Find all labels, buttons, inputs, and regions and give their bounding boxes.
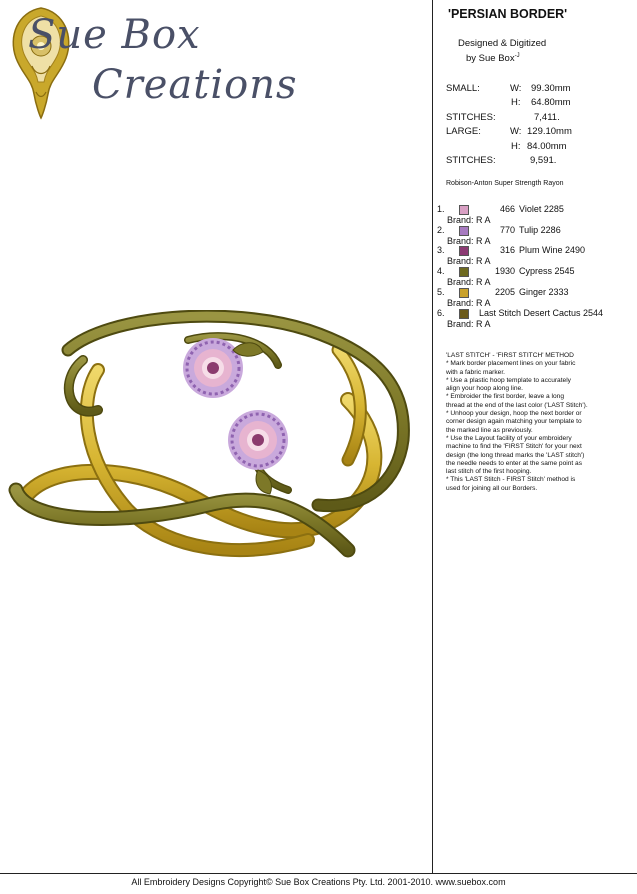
color-brand: Brand: R A (447, 319, 491, 329)
instruction-line: * Mark border placement lines on your fabric (446, 360, 576, 368)
color-number: 1. (437, 204, 445, 214)
color-swatch (459, 309, 469, 319)
instruction-line: corner design again matching your template to (446, 418, 582, 426)
instruction-line: the marked line as previously. (446, 426, 533, 434)
instruction-line: design (the long thread marks the 'LAST stitch') (446, 451, 585, 459)
instructions (446, 352, 628, 493)
color-name: Last Stitch Desert Cactus 2544 (479, 308, 604, 318)
color-swatch (459, 288, 469, 298)
large-label: LARGE: (446, 126, 481, 137)
instruction-line: used for joining all our Borders. (446, 484, 538, 492)
large-height-value: 84.00mm (527, 141, 567, 152)
small-height-value: 64.80mm (531, 97, 571, 108)
color-swatch (459, 246, 469, 256)
color-swatch (459, 226, 469, 236)
instruction-line: machine to find the 'FIRST Stitch' for your next (446, 443, 582, 451)
color-number: 4. (437, 266, 445, 276)
instruction-line: thread at the end of the last color ('LAST Stitch'). (446, 401, 588, 409)
color-brand: Brand: R A (447, 215, 491, 225)
color-row (437, 266, 632, 287)
color-brand: Brand: R A (447, 256, 491, 266)
color-row (437, 287, 632, 308)
column-divider (432, 0, 433, 873)
color-number: 3. (437, 245, 445, 255)
logo (0, 0, 298, 120)
large-width-label: W: (510, 126, 522, 137)
color-brand: Brand: R A (447, 298, 491, 308)
color-swatch (459, 205, 469, 215)
color-name: Tulip 2286 (519, 225, 561, 235)
color-code: 466 (499, 204, 515, 214)
color-number: 5. (437, 287, 445, 297)
designer-mark: -J (514, 53, 520, 59)
color-swatch (459, 267, 469, 277)
color-code: 770 (499, 225, 515, 235)
color-code: 2205 (494, 287, 515, 297)
instruction-line: * Use the Layout facility of your embroidery (446, 434, 572, 442)
logo-text-line1: Sue Box (28, 12, 201, 58)
color-code: 316 (499, 245, 515, 255)
color-brand: Brand: R A (447, 236, 491, 246)
instruction-line: align your hoop along line. (446, 385, 523, 393)
small-width-value: 99.30mm (531, 83, 571, 94)
designed-by-label: Designed & Digitized (458, 38, 547, 49)
color-number: 6. (437, 308, 445, 318)
embroidery-design-illustration (8, 310, 418, 575)
instruction-line: * This 'LAST Stitch - FIRST Stitch' method is (446, 476, 576, 484)
design-title: 'PERSIAN BORDER' (448, 7, 568, 21)
color-name: Ginger 2333 (519, 287, 569, 297)
designer-name: by Sue Box$^{-J}$ (466, 53, 520, 65)
copyright-footer: All Embroidery Designs Copyright© Sue Box Creations Pty. Ltd. 2001-2010. www.suebox.com (131, 877, 506, 887)
color-brand: Brand: R A (447, 277, 491, 287)
color-number: 2. (437, 225, 445, 235)
instruction-line: last stitch of the first hooping. (446, 468, 532, 476)
footer-divider (0, 873, 637, 874)
instructions-heading: 'LAST STITCH' - 'FIRST STITCH' METHOD (446, 352, 574, 359)
instruction-line: * Embroider the first border, leave a long (446, 393, 565, 401)
large-height-label: H: (511, 141, 521, 152)
color-row (437, 308, 632, 329)
small-height-label: H: (511, 97, 521, 108)
large-stitches-value: 9,591. (530, 155, 557, 166)
color-row (437, 245, 632, 266)
logo-text-line2: Creations (92, 62, 298, 108)
small-stitches-label: STITCHES: (446, 112, 496, 123)
color-row (437, 225, 632, 246)
color-row (437, 204, 632, 225)
color-name: Plum Wine 2490 (519, 245, 586, 255)
small-label: SMALL: (446, 83, 480, 94)
instruction-line: * Use a plastic hoop template to accurately (446, 376, 571, 384)
instruction-line: the needle needs to enter at the same point as (446, 459, 582, 467)
thread-brand: Robison-Anton Super Strength Rayon (446, 180, 564, 187)
large-stitches-label: STITCHES: (446, 155, 496, 166)
small-stitches-value: 7,411. (534, 112, 560, 123)
instruction-line: with a fabric marker. (446, 368, 505, 376)
instruction-line: * Unhoop your design, hoop the next border or (446, 410, 582, 418)
color-name: Violet 2285 (519, 204, 564, 214)
color-name: Cypress 2545 (519, 266, 575, 276)
large-width-value: 129.10mm (527, 126, 572, 137)
color-code: 1930 (494, 266, 515, 276)
small-width-label: W: (510, 83, 522, 94)
